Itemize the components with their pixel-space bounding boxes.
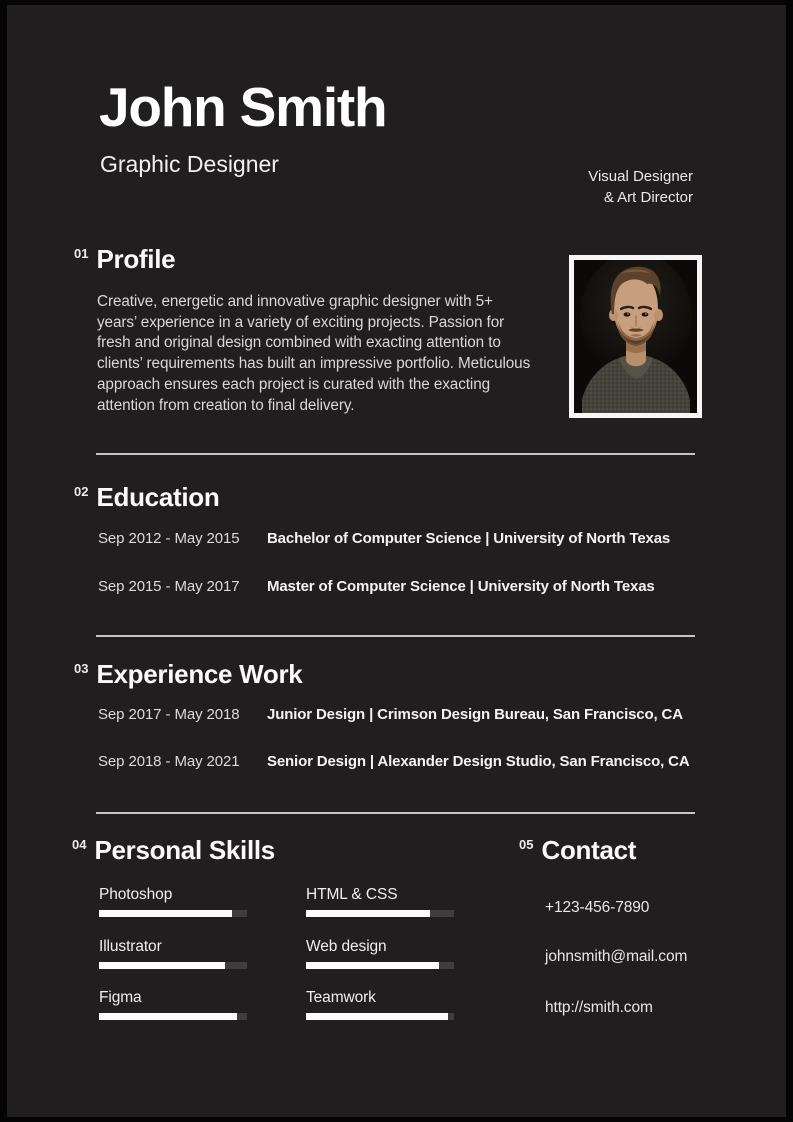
section-number: 01 xyxy=(74,246,89,261)
skill-bar-fill xyxy=(306,910,430,917)
section-heading-education xyxy=(74,484,219,510)
experience-description: Senior Design | Alexander Design Studio, San Francisco, CA xyxy=(267,753,690,770)
contact-email: johnsmith@mail.com xyxy=(545,948,688,965)
skill-bar xyxy=(99,962,247,969)
skill-web-design xyxy=(306,938,454,969)
skill-bar xyxy=(306,962,454,969)
tagline-line-2: & Art Director xyxy=(603,189,693,206)
skill-photoshop xyxy=(99,886,247,917)
education-description: Master of Computer Science | University of North Texas xyxy=(267,578,655,595)
experience-description: Junior Design | Crimson Design Bureau, San Francisco, CA xyxy=(267,706,683,723)
skill-bar-fill xyxy=(99,962,225,969)
tagline xyxy=(588,166,693,208)
skill-label: HTML & CSS xyxy=(306,886,398,903)
section-title: Personal Skills xyxy=(94,835,275,865)
skill-label: Illustrator xyxy=(99,938,162,955)
skill-bar xyxy=(306,910,454,917)
divider xyxy=(96,453,695,455)
section-title: Contact xyxy=(541,835,637,865)
skill-bar xyxy=(306,1013,454,1020)
education-description: Bachelor of Computer Science | University of North Texas xyxy=(267,530,671,547)
portrait-illustration xyxy=(574,260,697,413)
job-title: Graphic Designer xyxy=(100,151,279,177)
divider xyxy=(96,635,695,637)
contact-phone: +123-456-7890 xyxy=(545,899,650,916)
skill-bar xyxy=(99,910,247,917)
skill-label: Photoshop xyxy=(99,886,173,903)
skill-label: Web design xyxy=(306,938,387,955)
experience-dates: Sep 2017 - May 2018 xyxy=(98,706,240,723)
skill-figma xyxy=(99,989,247,1020)
skill-label: Figma xyxy=(99,989,142,1006)
skill-illustrator xyxy=(99,938,247,969)
section-number: 03 xyxy=(74,661,89,676)
education-dates: Sep 2012 - May 2015 xyxy=(98,530,240,547)
section-heading-contact xyxy=(519,837,636,863)
section-heading-profile xyxy=(74,246,175,272)
section-heading-skills xyxy=(72,837,275,863)
skill-bar-fill xyxy=(99,910,232,917)
divider xyxy=(96,812,695,814)
section-title: Education xyxy=(96,482,220,512)
skill-bar-fill xyxy=(99,1013,237,1020)
profile-summary: Creative, energetic and innovative graphic designer with 5+ years’ experience in a variety of exciting projects. Passion for fresh and original design combined with exacting attention to clients’ requirements has built an impressive portfolio. Meticulous approach ensures each project is curated with the exacting attention from creation to final delivery. xyxy=(97,293,531,414)
skill-label: Teamwork xyxy=(306,989,376,1006)
section-title: Experience Work xyxy=(96,659,303,689)
person-name: John Smith xyxy=(99,76,387,138)
skill-bar-fill xyxy=(306,1013,448,1020)
tagline-line-1: Visual Designer xyxy=(588,168,693,185)
section-heading-experience xyxy=(74,661,302,687)
profile-photo xyxy=(569,255,702,418)
education-dates: Sep 2015 - May 2017 xyxy=(98,578,240,595)
section-number: 05 xyxy=(519,837,534,852)
section-number: 04 xyxy=(72,837,87,852)
contact-website: http://smith.com xyxy=(545,999,653,1016)
experience-dates: Sep 2018 - May 2021 xyxy=(98,753,240,770)
skill-teamwork xyxy=(306,989,454,1020)
section-number: 02 xyxy=(74,484,89,499)
skill-bar xyxy=(99,1013,247,1020)
skill-html-css xyxy=(306,886,454,917)
section-title: Profile xyxy=(96,244,176,274)
skill-bar-fill xyxy=(306,962,439,969)
